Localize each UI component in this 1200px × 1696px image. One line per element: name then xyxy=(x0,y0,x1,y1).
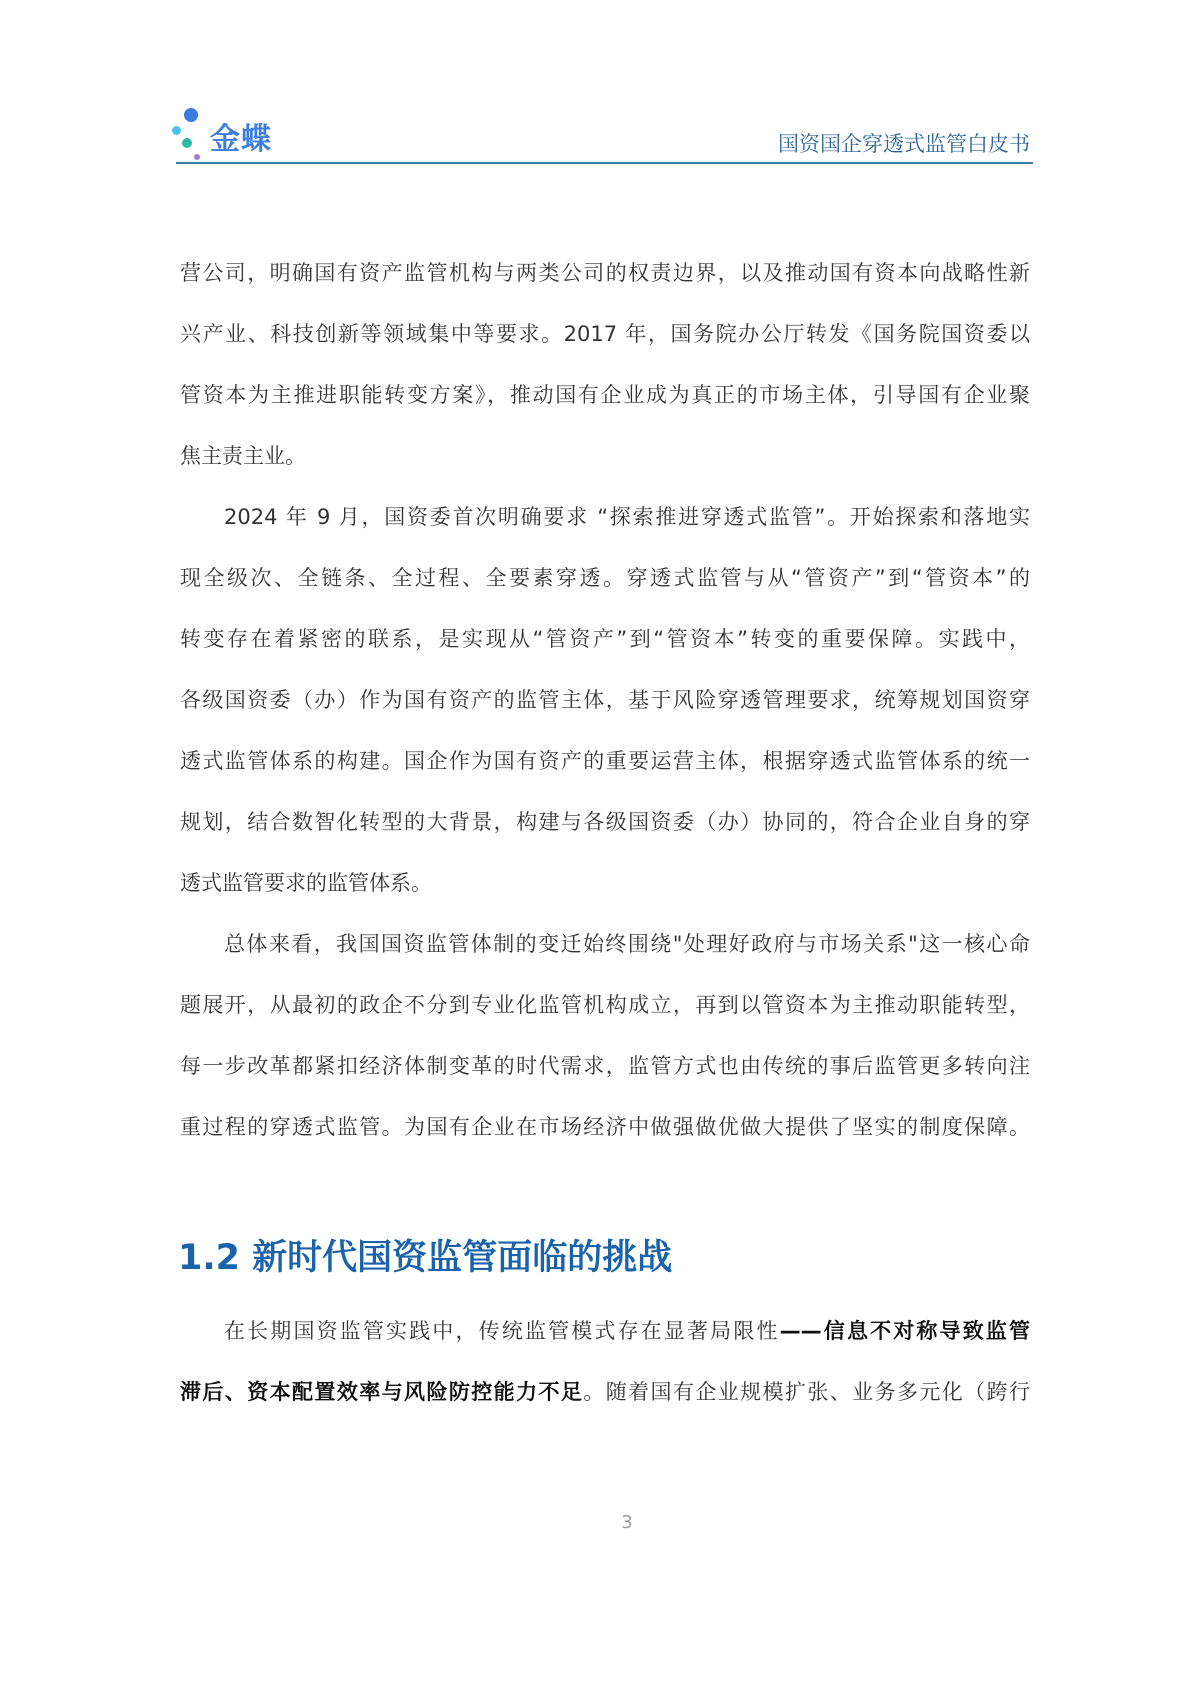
text-line: 透式监管要求的监管体系。 xyxy=(180,871,432,895)
text-line: 兴产业、科技创新等领域集中等要求。2017 年，国务院办公厅转发《国务院国资委以 xyxy=(180,322,1030,346)
text-bold: 滞后、资本配置效率与风险防控能力不足 xyxy=(180,1380,584,1404)
text-line: 总体来看，我国国资监管体制的变迁始终围绕"处理好政府与市场关系"这一核心命 xyxy=(224,932,1030,956)
text-line: 转变存在着紧密的联系，是实现从“管资产”到“管资本”转变的重要保障。实践中， xyxy=(180,627,1030,651)
page-number: 3 xyxy=(621,1512,633,1533)
section-heading: 1.2 新时代国资监管面临的挑战 xyxy=(178,1238,673,1278)
text-bold: ——信息不对称导致监管 xyxy=(779,1319,1030,1343)
text-line xyxy=(180,1377,1030,1407)
logo-text: 金蝶 xyxy=(210,122,272,157)
text-line: 现全级次、全链条、全过程、全要素穿透。穿透式监管与从“管资产”到“管资本”的 xyxy=(180,566,1030,590)
kingdee-logo xyxy=(172,108,282,164)
header-divider xyxy=(176,162,1033,164)
text-line: 透式监管体系的构建。国企作为国有资产的重要运营主体，根据穿透式监管体系的统一 xyxy=(180,749,1030,773)
text-normal: 在长期国资监管实践中，传统监管模式存在显著局限性 xyxy=(224,1319,780,1343)
text-line xyxy=(180,1316,1030,1346)
text-line: 营公司，明确国有资产监管机构与两类公司的权责边界，以及推动国有资本向战略性新 xyxy=(180,261,1030,285)
text-line: 管资本为主推进职能转变方案》，推动国有企业成为真正的市场主体，引导国有企业聚 xyxy=(180,383,1030,407)
text-line: 题展开，从最初的政企不分到专业化监管机构成立，再到以管资本为主推动职能转型， xyxy=(180,993,1030,1017)
text-line: 规划，结合数智化转型的大背景，构建与各级国资委（办）协同的，符合企业自身的穿 xyxy=(180,810,1030,834)
header-title: 国资国企穿透式监管白皮书 xyxy=(778,132,1030,156)
text-line: 2024 年 9 月，国资委首次明确要求 “探索推进穿透式监管”。开始探索和落地实 xyxy=(224,505,1030,529)
text-line: 每一步改革都紧扣经济体制变革的时代需求，监管方式也由传统的事后监管更多转向注 xyxy=(180,1054,1030,1078)
text-line: 各级国资委（办）作为国有资产的监管主体，基于风险穿透管理要求，统筹规划国资穿 xyxy=(180,688,1030,712)
text-normal: 。随着国有企业规模扩张、业务多元化（跨行 xyxy=(583,1380,1030,1404)
text-line: 重过程的穿透式监管。为国有企业在市场经济中做强做优做大提供了坚实的制度保障。 xyxy=(180,1115,1030,1139)
text-line: 焦主责主业。 xyxy=(180,444,306,468)
